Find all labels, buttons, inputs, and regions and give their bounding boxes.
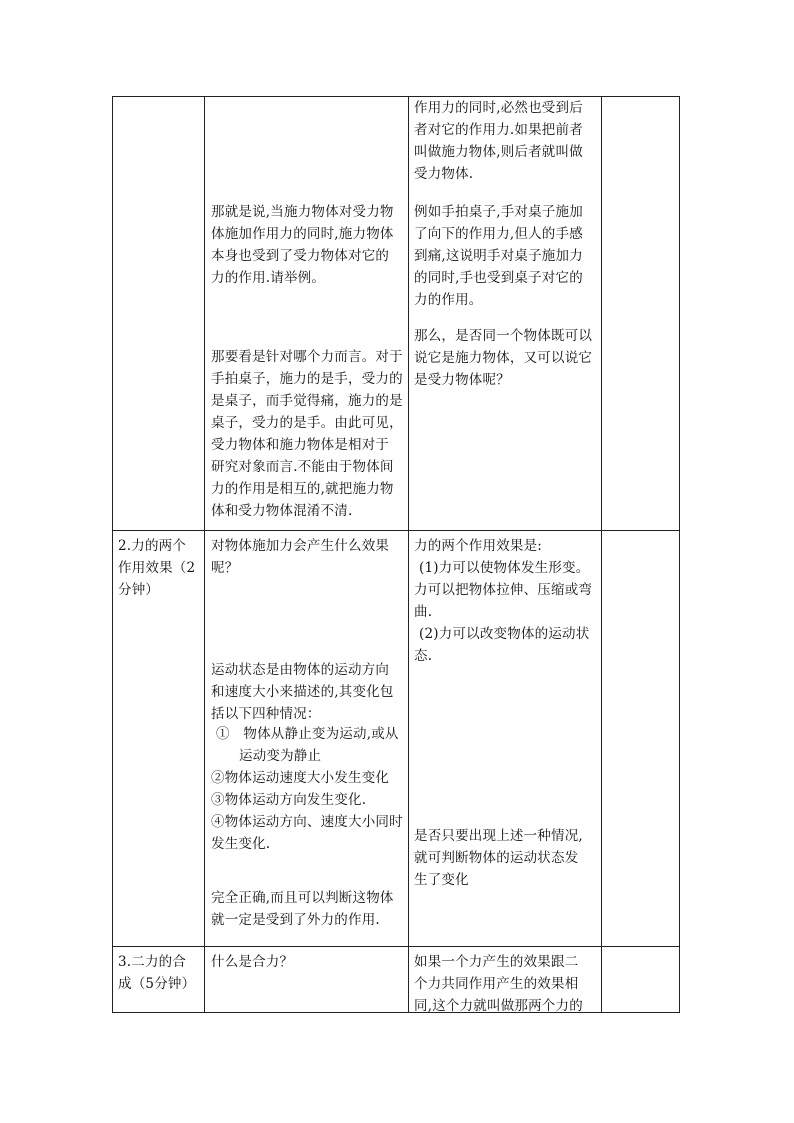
column-divider: [204, 97, 205, 1012]
row3-stage: 3.二力的合 成（5分钟）: [118, 954, 196, 992]
column-divider: [601, 97, 602, 1012]
row3-teacher: 什么是合力？: [211, 954, 294, 970]
column-divider: [408, 97, 409, 1012]
row1-student-p2: 例如手拍桌子,手对桌子施加 了向下的作用力,但人的手感 到痛,这说明手对桌子施加力 的同时,手也受到桌子对它的 力的作用。: [414, 204, 583, 308]
row1-teacher-p2: 那要看是针对哪个力而言。对于 手拍桌子，施力的是手，受力的 是桌子，而手觉得痛，施力的是 桌子，受力的是手。由此可见， 受力物体和施力物体是相对于 研究对象而言.不能由于物体间 力的作用是相互的,就把施力物 体和受力物体混淆不清.: [211, 349, 403, 519]
row2-student-p1: 力的两个作用效果是: (1)力可以使物体发生形变。 力可以把物体拉伸、压缩或弯 曲. (2)力可以改变物体的运动状 态.: [414, 538, 593, 664]
row2-teacher-p3: 完全正确,而且可以判断这物体 就一定是受到了外力的作用.: [211, 890, 394, 928]
row2-teacher-list: ① 物体从静止变为运动,或从 运动变为静止 ②物体运动速度大小发生变化 ③物体运动方向发生变化. ④物体运动方向、速度大小同时 发生变化.: [211, 726, 403, 852]
row3-student: 如果一个力产生的效果跟二 个力共同作用产生的效果相 同,这个力就叫做那两个力的: [414, 954, 583, 1014]
row1-student-p1: 作用力的同时,必然也受到后 者对它的作用力.如果把前者 叫做施力物体,则后者就叫做 受力物体.: [414, 100, 583, 182]
row2-teacher-p1: 对物体施加力会产生什么效果 呢？: [211, 538, 390, 576]
row1-student-p3: 那么，是否同一个物体既可以 说它是施力物体，又可以说它 是受力物体呢？: [414, 328, 593, 388]
row2-student-p2: 是否只要出现上述一种情况, 就可判断物体的运动状态发 生了变化: [414, 828, 583, 888]
row1-teacher-p1: 那就是说,当施力物体对受力物 体施加作用力的同时,施力物体 本身也受到了受力物体对它的 力的作用.请举例。: [211, 204, 394, 286]
row2-stage: 2.力的两个 作用效果（2 分钟）: [118, 538, 196, 598]
row-divider: [113, 946, 679, 947]
row-divider: [113, 530, 679, 531]
row2-teacher-p2: 运动状态是由物体的运动方向 和速度大小来描述的,其变化包 括以下四种情况：: [211, 662, 394, 722]
lesson-plan-table: [112, 96, 680, 1013]
